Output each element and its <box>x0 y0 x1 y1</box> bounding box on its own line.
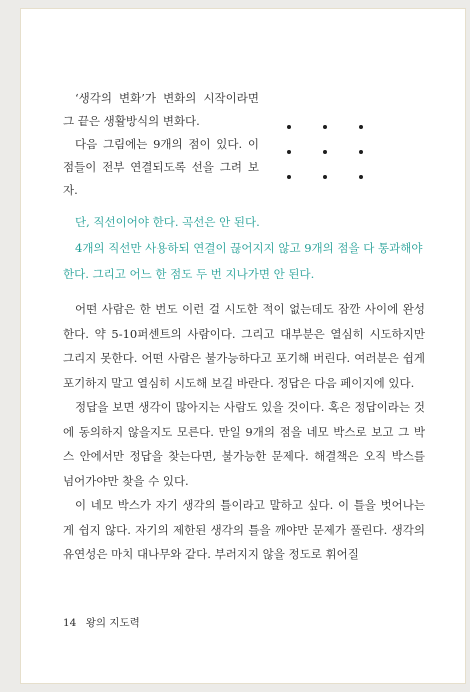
body-text <box>63 297 425 567</box>
page-number: 14 <box>63 617 77 629</box>
rule-2: 4개의 직선만 사용하되 연결이 끊어지지 않고 9개의 점을 다 통과해야 한다. 그리고 어느 한 점도 두 번 지나가면 안 된다. <box>63 241 423 281</box>
dot <box>287 150 291 154</box>
rule-1: 단, 직선이어야 한다. 곡선은 안 된다. <box>75 215 260 229</box>
page-footer <box>63 615 140 630</box>
dot <box>359 175 363 179</box>
book-page <box>20 8 466 684</box>
dot <box>287 125 291 129</box>
dot <box>359 125 363 129</box>
body-paragraph-3: 이 네모 박스가 자기 생각의 틀이라고 말하고 싶다. 이 틀을 벗어나는 게 쉽지 않다. 자기의 제한된 생각의 틀을 깨야만 문제가 풀린다. 생각의 유연성은 마치 대나무와 같다. 부러지지 않을 정도로 휘어질 <box>63 498 425 561</box>
dot <box>359 150 363 154</box>
dot <box>287 175 291 179</box>
body-paragraph-2: 정답을 보면 생각이 많아지는 사람도 있을 것이다. 혹은 정답이라는 것에 동의하지 않을지도 모른다. 만일 9개의 점을 네모 박스로 보고 그 박스 안에서만 정답을 찾는다면, 불가능한 문제다. 해결책은 오직 박스를 넘어가야만 찾을 수 있다. <box>63 400 425 488</box>
dot <box>323 125 327 129</box>
intro-paragraph-2: 다음 그림에는 9개의 점이 있다. 이 점들이 전부 연결되도록 선을 그려 보자. <box>63 137 259 197</box>
nine-dot-puzzle <box>271 105 379 197</box>
intro-paragraph-1: ‘생각의 변화’가 변화의 시작이라면 그 끝은 생활방식의 변화다. <box>63 91 259 128</box>
dot <box>323 175 327 179</box>
puzzle-rules <box>63 209 425 287</box>
book-title: 왕의 지도력 <box>85 617 140 629</box>
dot <box>323 150 327 154</box>
intro-text <box>63 87 259 202</box>
body-paragraph-1: 어떤 사람은 한 번도 이런 걸 시도한 적이 없는데도 잠깐 사이에 완성한다. 약 5-10퍼센트의 사람이다. 그리고 대부분은 열심히 시도하지만 그리지 못한다. 어떤 사람은 불가능하다고 포기해 버린다. 여러분은 쉽게 포기하지 말고 열심히 시도해 보길 바란다. 정답은 다음 페이지에 있다. <box>63 302 425 390</box>
